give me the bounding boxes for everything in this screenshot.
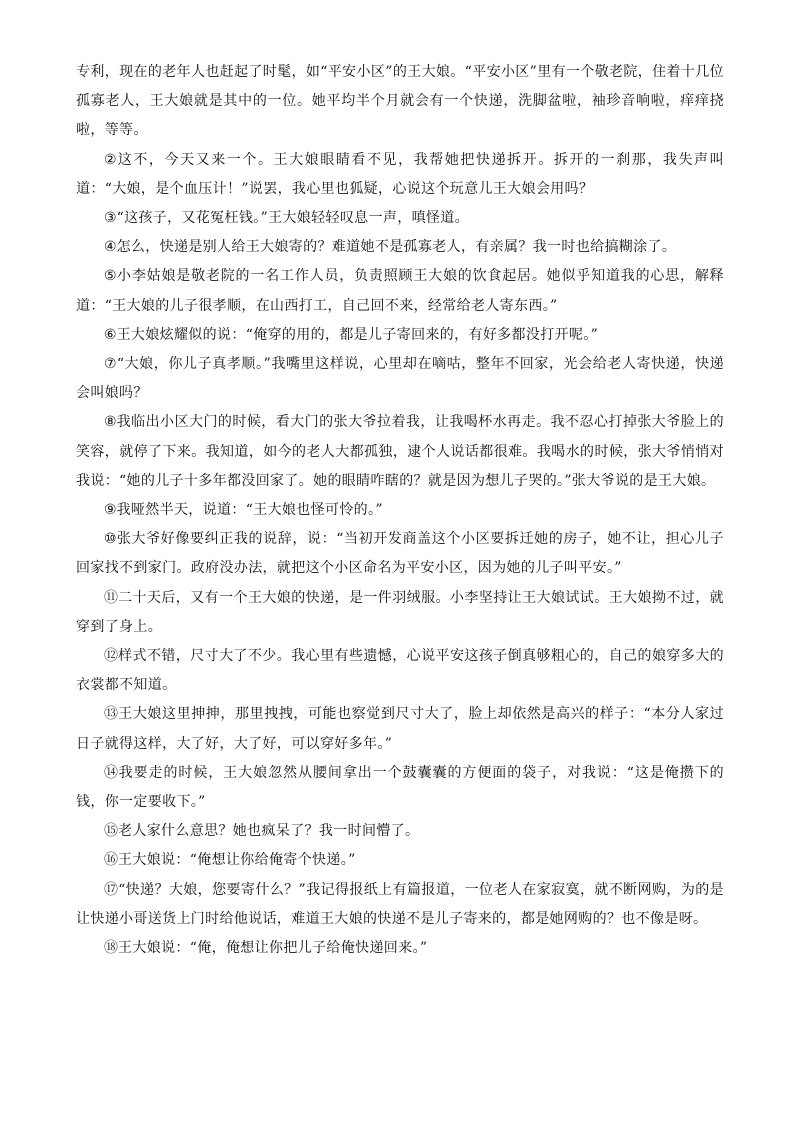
paragraph-text: 王大娘炫耀似的说：“俺穿的用的，都是儿子寄回来的，有好多都没打开呢。” bbox=[116, 326, 599, 343]
paragraph-text: 专利，现在的老年人也赶起了时髦，如“平安小区”的王大娘。“平安小区”里有一个敬老院，住着十几位孤寡老人，王大娘就是其中的一位。她平均半个月就会有一个快递，洗脚盆啦，袖珍音响啦，痒痒挠啦，等等。 bbox=[76, 64, 724, 139]
paragraph-text: 这不，今天又来一个。王大娘眼睛看不见，我帮她把快递拆开。拆开的一刹那，我失声叫道：“大娘，是个血压计！”说罢，我心里也狐疑，心说这个玩意儿王大娘会用吗？ bbox=[76, 151, 724, 197]
paragraph-13 bbox=[76, 700, 724, 758]
paragraph-number: ⑬ bbox=[104, 706, 119, 723]
paragraph-text: 王大娘说：“俺，俺想让你把儿子给俺快递回来。” bbox=[118, 940, 428, 957]
paragraph-text: 怎么，快递是别人给王大娘寄的？难道她不是孤寡老人，有亲属？我一时也给搞糊涂了。 bbox=[116, 239, 677, 256]
paragraph-number: ⑩ bbox=[104, 531, 117, 548]
paragraph-number: ⑤ bbox=[104, 268, 118, 285]
paragraph-7 bbox=[76, 350, 724, 408]
paragraph-number: ⑰ bbox=[104, 881, 119, 898]
paragraph-14 bbox=[76, 759, 724, 817]
paragraph-number: ⑨ bbox=[104, 502, 117, 519]
paragraph-number: ⑦ bbox=[104, 356, 117, 373]
article-page bbox=[76, 58, 724, 963]
paragraph-text: 二十天后，又有一个王大娘的快递，是一件羽绒服。小李坚持让王大娘试试。王大娘拗不过，就穿到了身上。 bbox=[76, 589, 725, 635]
paragraph-text: “大娘，你儿子真孝顺。”我嘴里这样说，心里却在嘀咕，整年不回家，光会给老人寄快递，快递会叫娘吗？ bbox=[76, 356, 724, 402]
paragraph-15 bbox=[76, 817, 724, 846]
paragraph-number: ⑫ bbox=[104, 648, 119, 665]
paragraph-text: 王大娘说：“俺想让你给俺寄个快递。” bbox=[118, 852, 356, 869]
paragraph-text: “这孩子，又花冤枉钱。”王大娘轻轻叹息一声，嗔怪道。 bbox=[116, 210, 469, 227]
paragraph-10 bbox=[76, 525, 724, 583]
paragraph-4 bbox=[76, 233, 724, 262]
paragraph-11 bbox=[76, 584, 724, 642]
paragraph-text: 样式不错，尺寸大了不少。我心里有些遗憾，心说平安这孩子倒真够粗心的，自己的娘穿多大的衣裳都不知道。 bbox=[76, 648, 725, 694]
paragraph-9 bbox=[76, 496, 724, 525]
paragraph-text: 我临出小区大门的时候，看大门的张大爷拉着我，让我喝杯水再走。我不忍心打掉张大爷脸上的笑容，就停了下来。我知道，如今的老人大都孤独，逮个人说话都很难。我喝水的时候，张大爷悄悄对我说：“她的儿子十多年都没回家了。她的眼睛咋瞎的？就是因为想儿子哭的。”张大爷说的是王大娘。 bbox=[76, 414, 724, 489]
paragraph-text: “快递？大娘，您要寄什么？”我记得报纸上有篇报道，一位老人在家寂寞，就不断网购，为的是让快递小哥送货上门时给他说话，难道王大娘的快递不是儿子寄来的，都是她网购的？也不像是呀。 bbox=[76, 881, 724, 927]
paragraph-number: ④ bbox=[104, 239, 117, 256]
paragraph-6 bbox=[76, 321, 724, 350]
paragraph-3 bbox=[76, 204, 724, 233]
paragraph-text: 我哑然半天，说道：“王大娘也怪可怜的。” bbox=[116, 502, 383, 519]
paragraph-text: 小李姑娘是敬老院的一名工作人员，负责照顾王大娘的饮食起居。她似乎知道我的心思，解释道：“王大娘的儿子很孝顺，在山西打工，自己回不来，经常给老人寄东西。” bbox=[76, 268, 724, 314]
paragraph-2 bbox=[76, 146, 724, 204]
paragraph-number: ② bbox=[104, 151, 118, 168]
paragraph-12 bbox=[76, 642, 724, 700]
paragraph-16 bbox=[76, 846, 724, 875]
paragraph-number: ⑱ bbox=[104, 940, 118, 957]
paragraph-8 bbox=[76, 408, 724, 496]
paragraph-text: 我要走的时候，王大娘忽然从腰间拿出一个鼓囊囊的方便面的袋子，对我说：“这是俺攒下的钱，你一定要收下。” bbox=[76, 764, 725, 811]
paragraph-number: ⑥ bbox=[104, 326, 117, 343]
paragraph-18 bbox=[76, 934, 724, 963]
paragraph-number: ⑭ bbox=[104, 764, 119, 781]
paragraph-17 bbox=[76, 876, 724, 934]
paragraph-number: ③ bbox=[104, 210, 117, 227]
paragraph-text: 老人家什么意思？她也疯呆了？我一时间懵了。 bbox=[118, 823, 420, 840]
paragraph-number: ⑧ bbox=[104, 414, 117, 431]
paragraph-1 bbox=[76, 58, 724, 146]
paragraph-text: 张大爷好像要纠正我的说辞，说：“当初开发商盖这个小区要拆迁她的房子，她不让，担心儿子回家找不到家门。政府没办法，就把这个小区命名为平安小区，因为她的儿子叫平安。” bbox=[76, 531, 724, 577]
paragraph-text: 王大娘这里抻抻，那里拽拽，可能也察觉到尺寸大了，脸上却依然是高兴的样子：“本分人家过日子就得这样，大了好，大了好，可以穿好多年。” bbox=[76, 706, 725, 752]
paragraph-number: ⑪ bbox=[104, 589, 119, 606]
paragraph-5 bbox=[76, 262, 724, 320]
paragraph-number: ⑯ bbox=[104, 852, 118, 869]
paragraph-number: ⑮ bbox=[104, 823, 118, 840]
